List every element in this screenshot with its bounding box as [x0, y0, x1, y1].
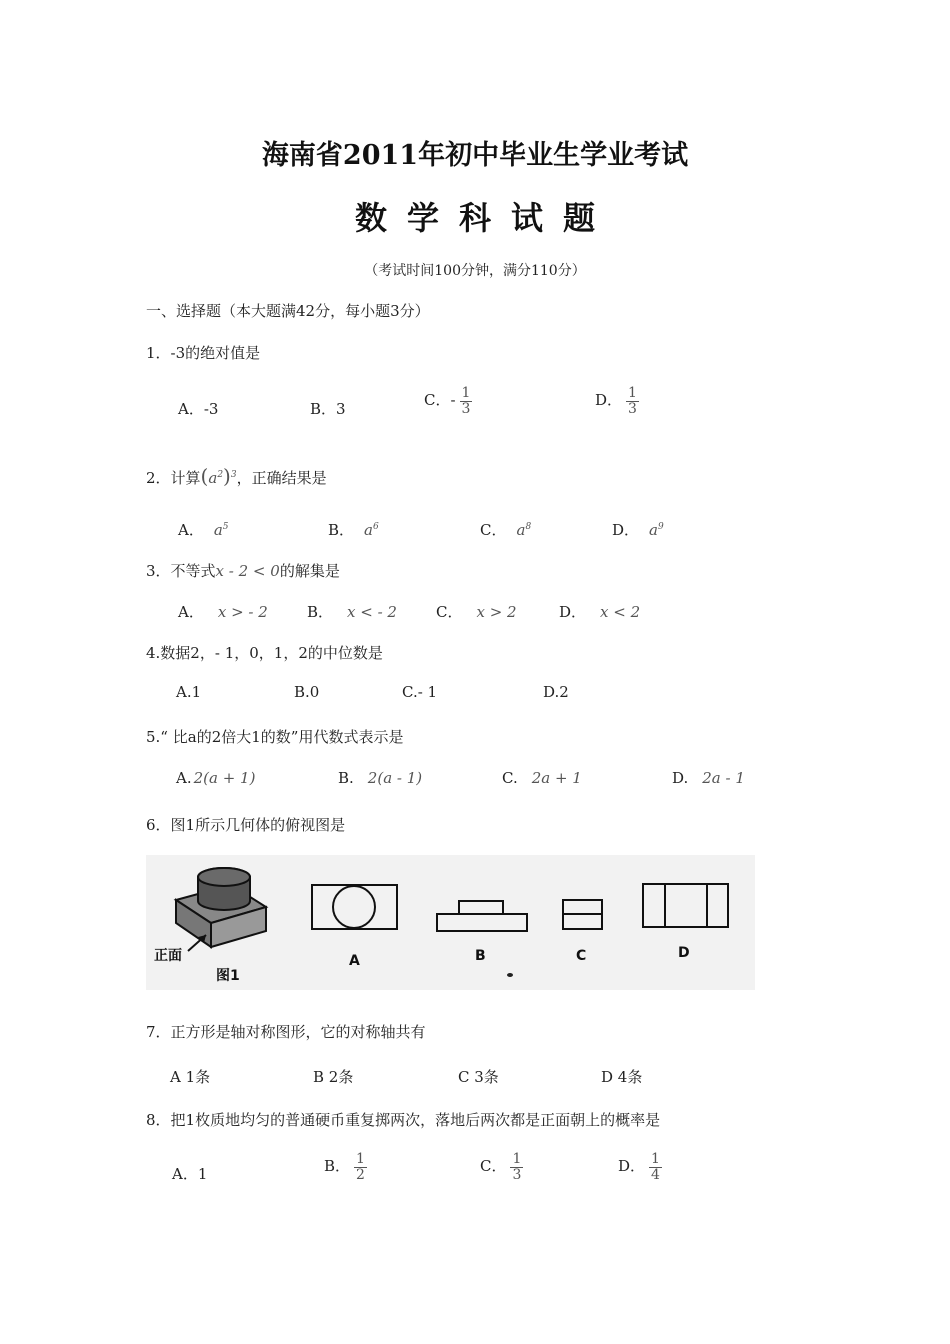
- q8-option-a: A．1: [172, 1165, 208, 1183]
- section-heading: 一、选择题（本大题满42分，每小题3分）: [146, 302, 430, 320]
- question-5-stem: 5.“ 比a的2倍大1的数”用代数式表示是: [146, 728, 404, 746]
- figure-option-a-label: A: [349, 953, 360, 969]
- question-4-stem: 4.数据2，- 1，0，1，2的中位数是: [146, 644, 383, 662]
- q1-option-d: [595, 386, 639, 416]
- q4-option-d: D.2: [543, 683, 569, 701]
- q1-option-c-fraction: [460, 386, 473, 416]
- q3-option-b: B． x < - 2: [307, 603, 397, 621]
- question-6-stem: 6．图1所示几何体的俯视图是: [146, 816, 346, 834]
- question-7-stem: 7．正方形是轴对称图形，它的对称轴共有: [146, 1023, 426, 1041]
- q7-option-d: D 4条: [601, 1068, 643, 1086]
- q5-option-c: C. 2a + 1: [502, 769, 582, 787]
- option-b-top: [459, 901, 503, 914]
- q3-stem-expression: x - 2 < 0: [215, 562, 280, 580]
- q8-option-c-fraction: $\frac{1}{3}$: [512, 1151, 522, 1183]
- figure-option-b-label: B: [475, 948, 486, 964]
- exam-title: 海南省2011年初中毕业生学业考试: [261, 140, 689, 171]
- q1-option-d-fraction: [626, 386, 639, 416]
- q5-option-a: A. 2(a + 1): [176, 769, 256, 787]
- exam-subtitle: 数学科试题: [354, 199, 615, 237]
- figure-option-c-label: C: [576, 948, 587, 964]
- q8-option-d: D． $\frac{1}{4}$: [618, 1151, 660, 1183]
- q7-option-b: B 2条: [313, 1068, 354, 1086]
- question-3-stem: 3．不等式x - 2 < 0的解集是: [146, 562, 340, 580]
- q2-option-a: A． $a^5$: [178, 521, 229, 539]
- option-d-rect: [643, 884, 728, 927]
- figure-caption: 图1: [216, 968, 240, 984]
- q7-option-a: A 1条: [170, 1068, 211, 1086]
- q3-option-a: A． x > - 2: [178, 603, 268, 621]
- q1-c-numerator: 1: [461, 385, 471, 401]
- option-b-base: [437, 914, 527, 931]
- q8-option-d-fraction: $\frac{1}{4}$: [651, 1151, 660, 1183]
- q1-option-b: B．3: [310, 400, 346, 418]
- q7-option-c: C 3条: [458, 1068, 499, 1086]
- q5-option-d: D. 2a - 1: [672, 769, 745, 787]
- question-8-stem: 8．把1枚质地均匀的普通硬币重复掷两次，落地后两次都是正面朝上的概率是: [146, 1111, 661, 1129]
- q4-option-c: C.- 1: [402, 683, 438, 701]
- q2-option-c: C． $a^8$: [480, 521, 532, 539]
- q8-option-b: B． $\frac{1}{2}$: [324, 1151, 365, 1183]
- question-1-stem: 1．-3的绝对值是: [146, 344, 261, 362]
- figure-option-d-label: D: [678, 945, 690, 961]
- q1-option-d-label: D．: [595, 391, 623, 410]
- q3-option-d: D． x < 2: [559, 603, 641, 621]
- q3-option-c: C． x > 2: [436, 603, 517, 621]
- q8-option-c: C． $\frac{1}{3}$: [480, 1151, 522, 1183]
- q2-option-b: B． $a^6$: [328, 521, 379, 539]
- q4-option-a: A.1: [176, 683, 202, 701]
- q1-d-numerator: 1: [628, 385, 637, 401]
- q8-option-b-fraction: $\frac{1}{2}$: [356, 1151, 365, 1183]
- q1-option-c: [424, 386, 472, 416]
- q1-option-c-label: C．-: [424, 391, 456, 410]
- q2-stem-expression: $(a^2)^3$: [200, 464, 237, 488]
- question-2-stem: [146, 464, 327, 488]
- q1-c-denominator: 3: [461, 400, 471, 417]
- q1-d-denominator: 3: [628, 400, 637, 417]
- q2-option-d: D． $a^9$: [612, 521, 664, 539]
- option-a-rect: [312, 885, 397, 929]
- option-a-circle: [333, 886, 375, 928]
- q2-stem-suffix: ，正确结果是: [236, 469, 327, 487]
- q5-option-b: B. 2(a - 1): [338, 769, 423, 787]
- q1-option-a: A．-3: [178, 400, 219, 418]
- figure-front-label: 正面: [154, 948, 182, 964]
- q2-stem-prefix: 2．计算: [146, 469, 201, 487]
- q4-option-b: B.0: [294, 683, 320, 701]
- question-6-figure: [146, 855, 755, 990]
- exam-note: （考试时间100分钟，满分110分）: [364, 263, 586, 279]
